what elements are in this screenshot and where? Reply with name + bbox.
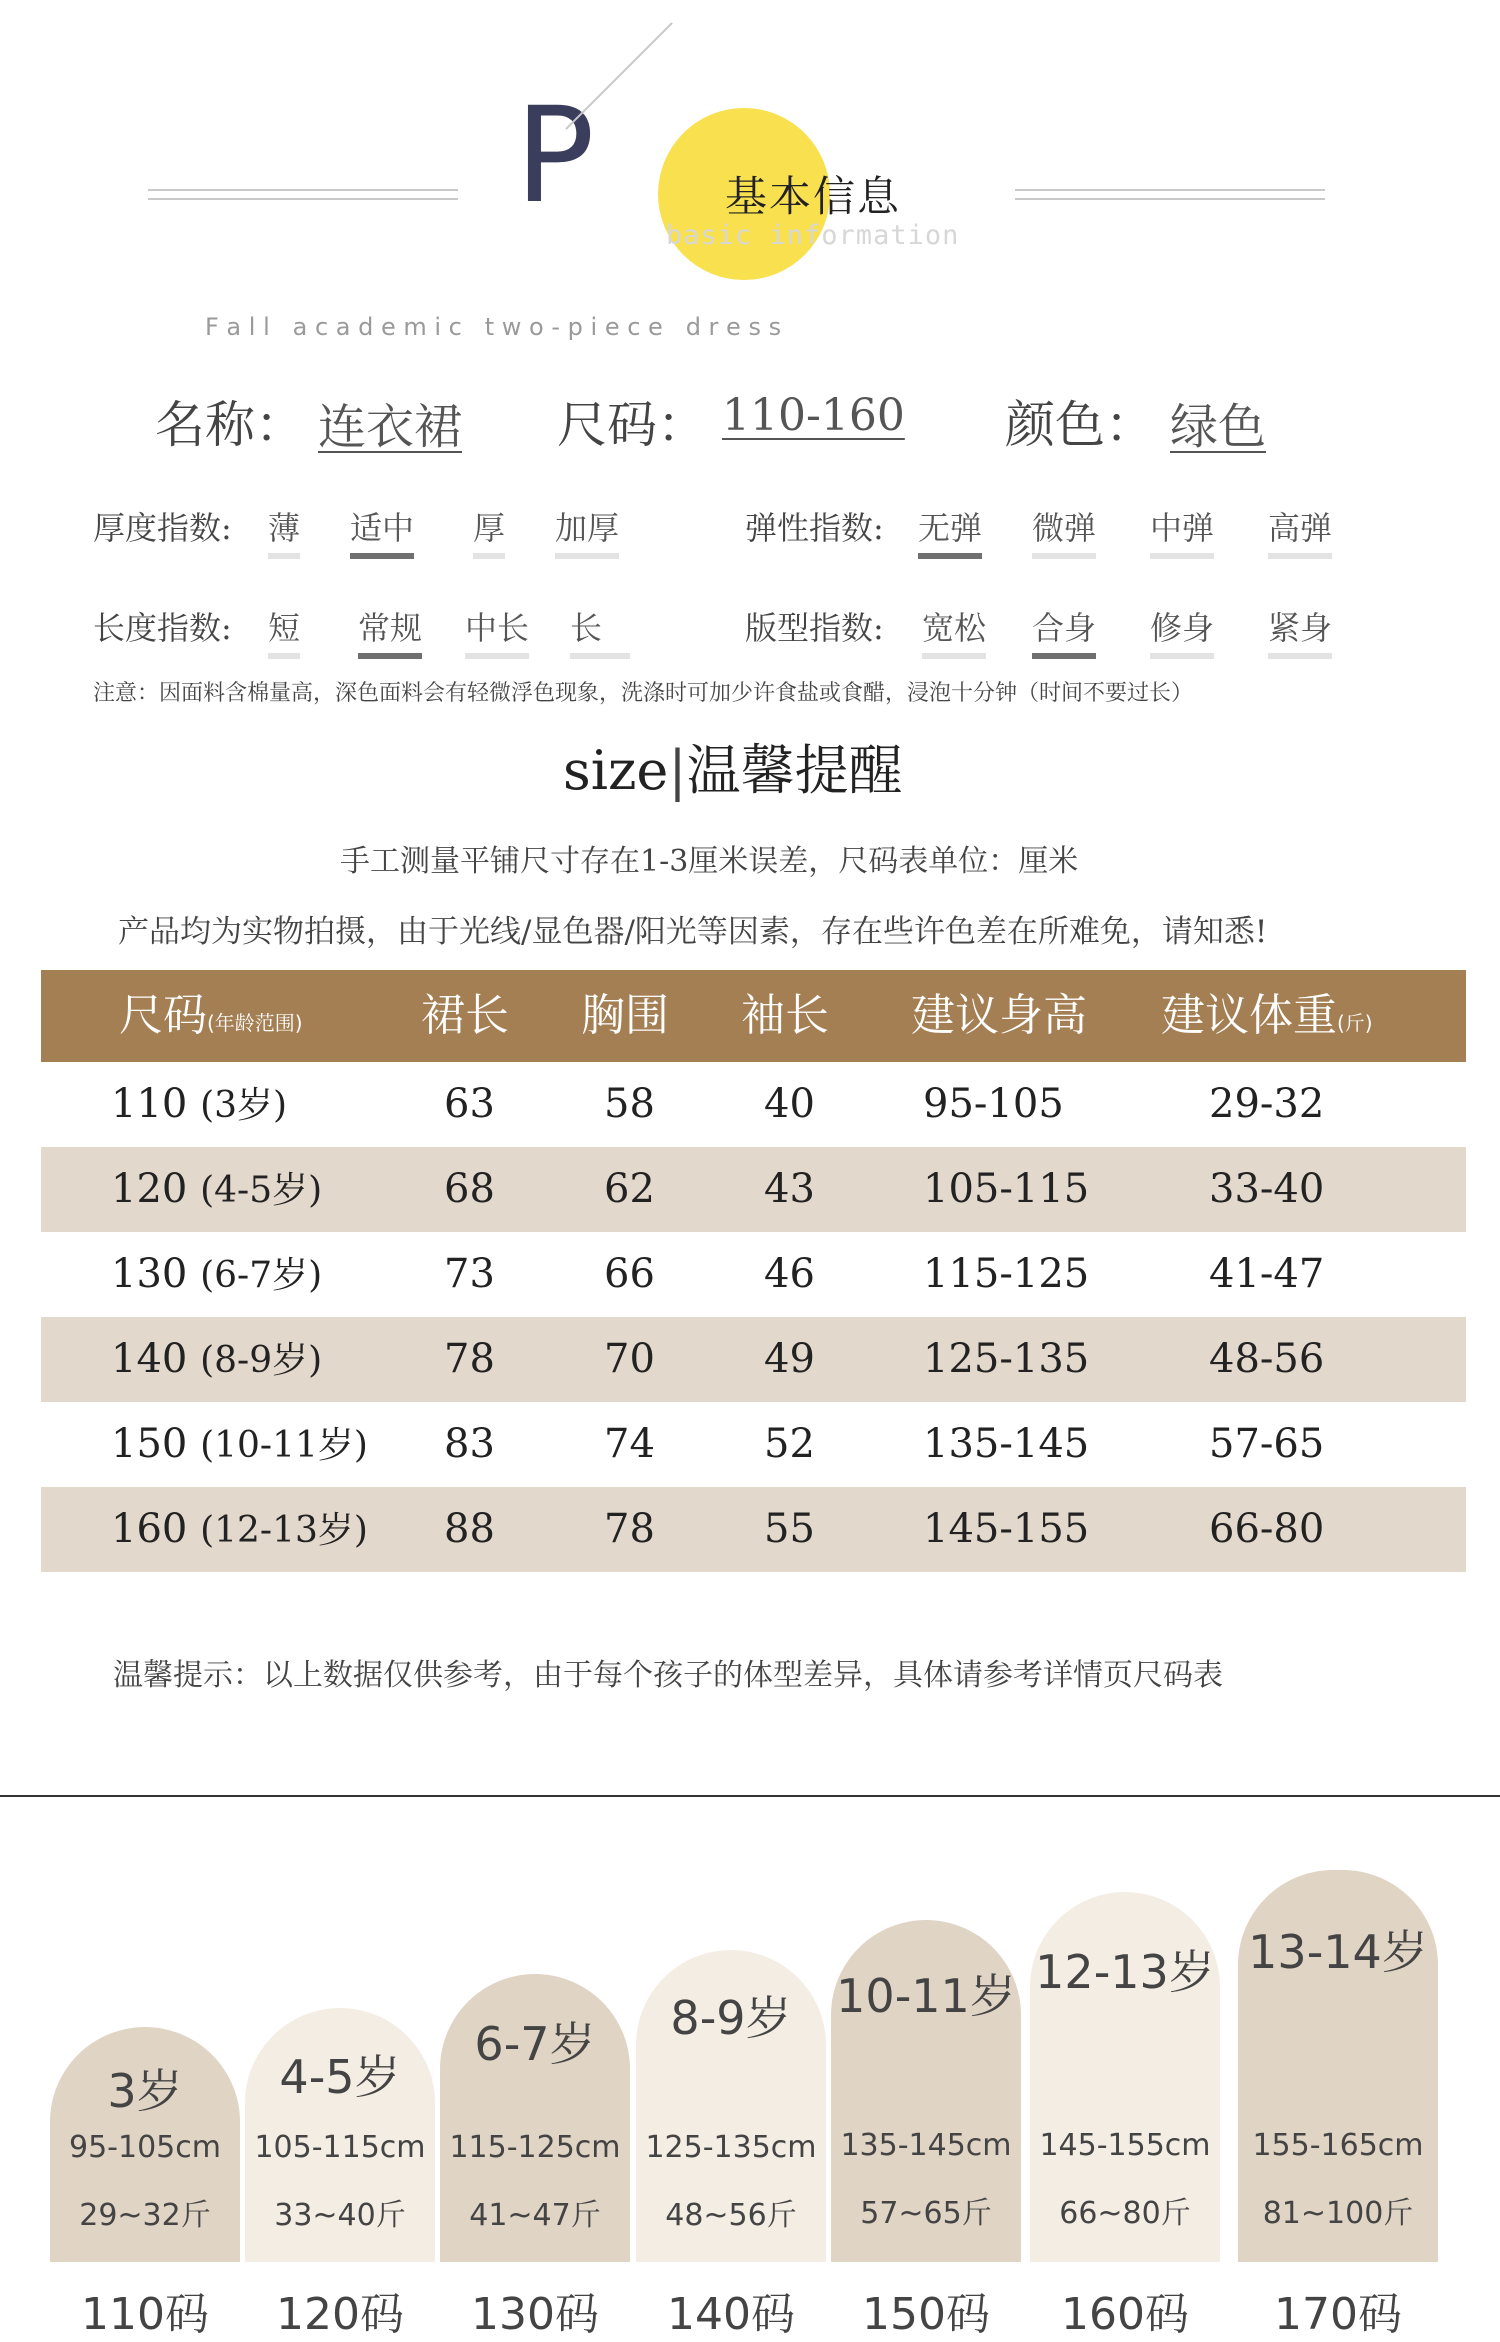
arch-weight: 41~47斤 — [469, 2198, 601, 2233]
table-row — [41, 1317, 1466, 1402]
care-note: 注意：因面料含棉量高，深色面料会有轻微浮色现象，洗涤时可加少许食盐或食醋，浸泡十分钟（时间不要过长） — [93, 681, 1194, 706]
arch-card — [1030, 1892, 1220, 2262]
cell-bust: 74 — [604, 1421, 655, 1467]
cell-height: 105-115 — [923, 1166, 1090, 1212]
elasticity-label: 弹性指数: — [745, 509, 884, 547]
cell-height: 125-135 — [923, 1336, 1090, 1382]
table-row — [41, 1402, 1466, 1487]
cell-weight: 29-32 — [1209, 1081, 1325, 1127]
cell-bust: 58 — [604, 1081, 655, 1127]
header-sleeve: 袖长 — [741, 990, 829, 1041]
thickness-label: 厚度指数: — [93, 509, 232, 547]
size-heading-cn: 温馨提醒 — [686, 739, 903, 802]
arch-height: 135-145cm — [840, 2128, 1012, 2163]
fit-option: 修身 — [1150, 603, 1214, 659]
thickness-option-selected: 适中 — [350, 503, 414, 559]
arch-weight: 57~65斤 — [860, 2196, 992, 2231]
arch-height: 155-165cm — [1252, 2128, 1424, 2163]
arch-height: 125-135cm — [645, 2130, 817, 2165]
cell-sleeve: 40 — [764, 1081, 815, 1127]
fit-option: 紧身 — [1268, 603, 1332, 659]
fit-option: 宽松 — [922, 603, 986, 659]
arch-card — [831, 1920, 1021, 2262]
header-length: 裙长 — [421, 990, 509, 1041]
arch-weight: 33~40斤 — [274, 2198, 406, 2233]
header-size — [119, 970, 303, 1062]
cell-weight: 57-65 — [1209, 1421, 1325, 1467]
thickness-option: 加厚 — [555, 503, 619, 559]
cell-height: 115-125 — [923, 1251, 1090, 1297]
size-value: 110-160 — [722, 390, 905, 441]
size-table — [41, 970, 1466, 1572]
table-header — [41, 970, 1466, 1062]
header-rule-right — [1015, 189, 1325, 200]
fit-label: 版型指数: — [745, 609, 884, 647]
header-weight — [1161, 970, 1373, 1062]
header-height: 建议身高 — [911, 990, 1087, 1041]
header-size-sub: (年龄范围) — [207, 1011, 303, 1035]
table-row — [41, 1062, 1466, 1147]
cell-weight: 66-80 — [1209, 1506, 1325, 1552]
header-letter: P — [515, 79, 595, 233]
section-title-en: basic information — [666, 220, 960, 251]
thickness-option: 厚 — [473, 503, 505, 559]
cell-height: 135-145 — [923, 1421, 1090, 1467]
size-code: 170码 — [1274, 2289, 1402, 2340]
size-code: 110码 — [81, 2289, 209, 2340]
size-key: 尺码： — [557, 396, 707, 454]
header-rule-left — [148, 189, 458, 200]
arch-card — [636, 1950, 826, 2262]
cell-length: 68 — [444, 1166, 495, 1212]
elasticity-option: 中弹 — [1150, 503, 1214, 559]
elasticity-option: 微弹 — [1032, 503, 1096, 559]
table-row — [41, 1147, 1466, 1232]
color-key: 颜色： — [1005, 396, 1155, 454]
cell-length: 63 — [444, 1081, 495, 1127]
cell-size: 130 (6-7岁) — [111, 1251, 323, 1297]
color-value: 绿色 — [1170, 399, 1267, 455]
cell-bust: 70 — [604, 1336, 655, 1382]
section-divider — [0, 1795, 1500, 1797]
length-label: 长度指数: — [93, 609, 232, 647]
arch-height: 145-155cm — [1039, 2128, 1211, 2163]
elasticity-option: 高弹 — [1268, 503, 1332, 559]
cell-size: 110 (3岁) — [111, 1081, 288, 1127]
name-key: 名称： — [155, 396, 305, 454]
table-row — [41, 1232, 1466, 1317]
cell-size: 150 (10-11岁) — [111, 1421, 368, 1467]
color-note: 产品均为实物拍摄，由于光线/显色器/阳光等因素，存在些许色差在所难免，请知悉! — [118, 914, 1268, 950]
cell-weight: 41-47 — [1209, 1251, 1325, 1297]
size-heading-en: size — [563, 739, 669, 802]
arch-card — [1238, 1870, 1438, 2262]
cell-length: 78 — [444, 1336, 495, 1382]
header-weight-sub: (斤) — [1337, 1011, 1373, 1035]
length-option: 短 — [268, 603, 300, 659]
arch-age: 4-5岁 — [279, 2050, 401, 2104]
cell-size: 120 (4-5岁) — [111, 1166, 323, 1212]
arch-weight: 81~100斤 — [1262, 2196, 1414, 2231]
arch-height: 115-125cm — [449, 2130, 621, 2165]
header-bust: 胸围 — [581, 990, 669, 1041]
size-code: 120码 — [276, 2289, 404, 2340]
cell-sleeve: 43 — [764, 1166, 815, 1212]
cell-sleeve: 46 — [764, 1251, 815, 1297]
length-option-selected: 常规 — [358, 603, 422, 659]
cell-sleeve: 55 — [764, 1506, 815, 1552]
header-weight-label: 建议体重 — [1161, 990, 1337, 1041]
arch-card — [50, 2027, 240, 2262]
product-subtitle: F a l l a c a d e m i c t w o - p i e c e d r e s s — [205, 313, 782, 341]
arch-height: 105-115cm — [254, 2130, 426, 2165]
cell-weight: 33-40 — [1209, 1166, 1325, 1212]
arch-card — [440, 1974, 630, 2262]
arch-age: 3岁 — [107, 2064, 183, 2118]
cell-bust: 66 — [604, 1251, 655, 1297]
thickness-option: 薄 — [268, 503, 300, 559]
cell-height: 145-155 — [923, 1506, 1090, 1552]
size-heading — [563, 728, 903, 805]
header-size-label: 尺码 — [119, 990, 207, 1041]
size-code: 130码 — [471, 2289, 599, 2340]
table-row — [41, 1487, 1466, 1572]
length-option: 长 — [570, 603, 630, 659]
cell-size: 140 (8-9岁) — [111, 1336, 323, 1382]
arch-age: 8-9岁 — [670, 1991, 792, 2045]
cell-size: 160 (12-13岁) — [111, 1506, 368, 1552]
fit-option-selected: 合身 — [1032, 603, 1096, 659]
header-slash — [565, 22, 672, 129]
name-value: 连衣裙 — [318, 399, 463, 455]
cell-length: 73 — [444, 1251, 495, 1297]
size-code: 140码 — [667, 2289, 795, 2340]
arch-age: 12-13岁 — [1035, 1945, 1215, 1999]
section-title: 基本信息 — [725, 172, 902, 221]
cell-length: 83 — [444, 1421, 495, 1467]
cell-sleeve: 52 — [764, 1421, 815, 1467]
tip-text: 温馨提示：以上数据仅供参考，由于每个孩子的体型差异，具体请参考详情页尺码表 — [113, 1658, 1223, 1693]
cell-weight: 48-56 — [1209, 1336, 1325, 1382]
cell-length: 88 — [444, 1506, 495, 1552]
measure-note: 手工测量平铺尺寸存在1-3厘米误差，尺码表单位：厘米 — [340, 844, 1079, 879]
heading-divider: | — [668, 739, 687, 802]
arch-card — [245, 2008, 435, 2262]
cell-height: 95-105 — [923, 1081, 1064, 1127]
cell-bust: 78 — [604, 1506, 655, 1552]
arch-weight: 66~80斤 — [1059, 2196, 1191, 2231]
arch-age: 13-14岁 — [1248, 1925, 1428, 1979]
size-code: 150码 — [862, 2289, 990, 2340]
arch-age: 10-11岁 — [836, 1969, 1016, 2023]
arch-weight: 29~32斤 — [79, 2198, 211, 2233]
length-option: 中长 — [465, 603, 529, 659]
arch-height: 95-105cm — [69, 2130, 221, 2165]
arch-weight: 48~56斤 — [665, 2198, 797, 2233]
elasticity-option-selected: 无弹 — [918, 503, 982, 559]
arch-age: 6-7岁 — [474, 2017, 596, 2071]
cell-sleeve: 49 — [764, 1336, 815, 1382]
cell-bust: 62 — [604, 1166, 655, 1212]
size-code: 160码 — [1061, 2289, 1189, 2340]
